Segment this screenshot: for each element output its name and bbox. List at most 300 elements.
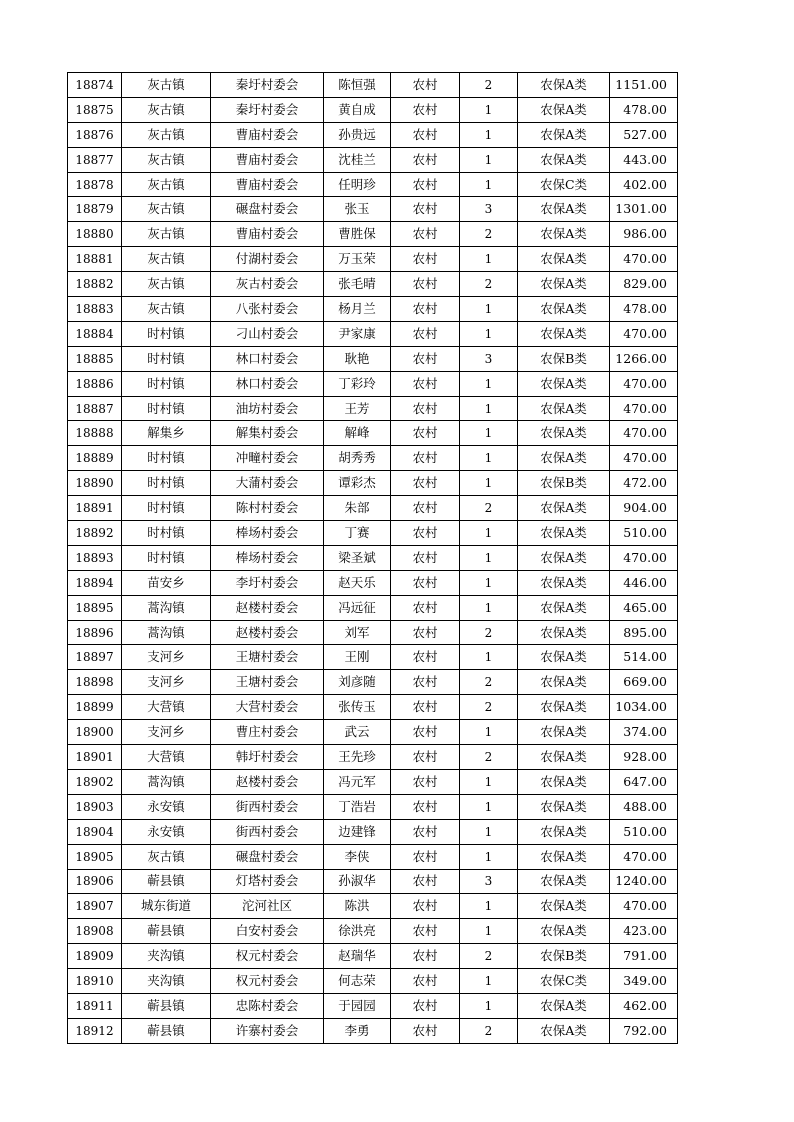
cell-record-id: 18889 [68,446,122,471]
cell-amount: 443.00 [610,147,678,172]
cell-amount: 470.00 [610,446,678,471]
cell-residence-type: 农村 [391,993,460,1018]
cell-residence-type: 农村 [391,545,460,570]
table-row [68,272,678,297]
cell-residence-type: 农村 [391,396,460,421]
cell-insurance-category: 农保A类 [518,769,610,794]
cell-recipient-name: 王刚 [324,645,391,670]
cell-record-id: 18887 [68,396,122,421]
cell-record-id: 18888 [68,421,122,446]
cell-amount: 647.00 [610,769,678,794]
cell-recipient-name: 沈桂兰 [324,147,391,172]
cell-township: 时村镇 [122,371,211,396]
cell-village-committee: 冲疃村委会 [211,446,324,471]
cell-village-committee: 白安村委会 [211,919,324,944]
cell-record-id: 18895 [68,595,122,620]
cell-household-size: 2 [460,1018,518,1043]
cell-household-size: 1 [460,794,518,819]
cell-amount: 349.00 [610,969,678,994]
cell-insurance-category: 农保A类 [518,720,610,745]
cell-record-id: 18886 [68,371,122,396]
cell-village-committee: 林口村委会 [211,346,324,371]
cell-household-size: 3 [460,197,518,222]
cell-residence-type: 农村 [391,869,460,894]
cell-village-committee: 棒场村委会 [211,521,324,546]
cell-household-size: 1 [460,371,518,396]
cell-village-committee: 曹庙村委会 [211,122,324,147]
cell-recipient-name: 于园园 [324,993,391,1018]
cell-village-committee: 权元村委会 [211,944,324,969]
cell-household-size: 2 [460,670,518,695]
cell-residence-type: 农村 [391,595,460,620]
cell-record-id: 18908 [68,919,122,944]
cell-village-committee: 街西村委会 [211,819,324,844]
cell-township: 蕲县镇 [122,869,211,894]
cell-township: 时村镇 [122,346,211,371]
table-row [68,297,678,322]
cell-township: 永安镇 [122,794,211,819]
cell-household-size: 1 [460,122,518,147]
cell-insurance-category: 农保A类 [518,993,610,1018]
cell-township: 蒿沟镇 [122,595,211,620]
cell-insurance-category: 农保A类 [518,222,610,247]
cell-insurance-category: 农保A类 [518,122,610,147]
cell-amount: 470.00 [610,247,678,272]
cell-recipient-name: 王先珍 [324,745,391,770]
cell-amount: 374.00 [610,720,678,745]
cell-village-committee: 灯塔村委会 [211,869,324,894]
table-row [68,471,678,496]
cell-recipient-name: 赵瑞华 [324,944,391,969]
cell-recipient-name: 任明珍 [324,172,391,197]
cell-township: 灰古镇 [122,272,211,297]
cell-household-size: 1 [460,396,518,421]
cell-record-id: 18905 [68,844,122,869]
cell-insurance-category: 农保A类 [518,620,610,645]
cell-residence-type: 农村 [391,645,460,670]
cell-insurance-category: 农保A类 [518,794,610,819]
cell-recipient-name: 万玉荣 [324,247,391,272]
cell-amount: 446.00 [610,570,678,595]
cell-amount: 423.00 [610,919,678,944]
cell-township: 时村镇 [122,496,211,521]
cell-village-committee: 李圩村委会 [211,570,324,595]
cell-residence-type: 农村 [391,73,460,98]
cell-household-size: 3 [460,346,518,371]
cell-record-id: 18896 [68,620,122,645]
cell-amount: 1034.00 [610,695,678,720]
cell-residence-type: 农村 [391,321,460,346]
cell-amount: 510.00 [610,819,678,844]
cell-household-size: 2 [460,695,518,720]
cell-residence-type: 农村 [391,695,460,720]
cell-insurance-category: 农保A类 [518,521,610,546]
cell-amount: 829.00 [610,272,678,297]
cell-household-size: 1 [460,297,518,322]
cell-household-size: 2 [460,496,518,521]
table-row [68,1018,678,1043]
cell-record-id: 18883 [68,297,122,322]
cell-village-committee: 王塘村委会 [211,645,324,670]
cell-amount: 465.00 [610,595,678,620]
cell-amount: 895.00 [610,620,678,645]
cell-village-committee: 曹庙村委会 [211,172,324,197]
cell-record-id: 18881 [68,247,122,272]
cell-amount: 402.00 [610,172,678,197]
cell-insurance-category: 农保A类 [518,421,610,446]
cell-household-size: 1 [460,247,518,272]
cell-amount: 514.00 [610,645,678,670]
cell-amount: 1301.00 [610,197,678,222]
cell-recipient-name: 谭彩杰 [324,471,391,496]
cell-village-committee: 街西村委会 [211,794,324,819]
cell-village-committee: 油坊村委会 [211,396,324,421]
cell-insurance-category: 农保A类 [518,894,610,919]
table-row [68,993,678,1018]
cell-village-committee: 秦圩村委会 [211,73,324,98]
cell-record-id: 18874 [68,73,122,98]
cell-township: 灰古镇 [122,844,211,869]
cell-recipient-name: 陈恒强 [324,73,391,98]
table-row [68,222,678,247]
cell-record-id: 18875 [68,97,122,122]
cell-household-size: 1 [460,521,518,546]
cell-amount: 527.00 [610,122,678,147]
cell-residence-type: 农村 [391,844,460,869]
table-row [68,545,678,570]
cell-household-size: 1 [460,894,518,919]
cell-record-id: 18904 [68,819,122,844]
cell-recipient-name: 丁浩岩 [324,794,391,819]
cell-amount: 470.00 [610,421,678,446]
cell-residence-type: 农村 [391,247,460,272]
cell-insurance-category: 农保B类 [518,944,610,969]
cell-township: 支河乡 [122,720,211,745]
cell-residence-type: 农村 [391,521,460,546]
table-row [68,321,678,346]
cell-recipient-name: 曹胜保 [324,222,391,247]
cell-amount: 478.00 [610,97,678,122]
cell-township: 支河乡 [122,670,211,695]
cell-insurance-category: 农保B类 [518,346,610,371]
cell-residence-type: 农村 [391,272,460,297]
cell-village-committee: 陈村村委会 [211,496,324,521]
cell-residence-type: 农村 [391,297,460,322]
table-row [68,645,678,670]
cell-record-id: 18897 [68,645,122,670]
cell-amount: 928.00 [610,745,678,770]
cell-village-committee: 棒场村委会 [211,545,324,570]
cell-residence-type: 农村 [391,97,460,122]
cell-insurance-category: 农保A类 [518,446,610,471]
table-row [68,894,678,919]
table-row [68,521,678,546]
cell-record-id: 18894 [68,570,122,595]
cell-recipient-name: 王芳 [324,396,391,421]
cell-amount: 1151.00 [610,73,678,98]
cell-record-id: 18890 [68,471,122,496]
cell-township: 蕲县镇 [122,919,211,944]
cell-recipient-name: 张传玉 [324,695,391,720]
cell-residence-type: 农村 [391,769,460,794]
cell-village-committee: 忠陈村委会 [211,993,324,1018]
cell-record-id: 18909 [68,944,122,969]
cell-recipient-name: 刘彦随 [324,670,391,695]
table-row [68,695,678,720]
cell-recipient-name: 朱部 [324,496,391,521]
table-row [68,844,678,869]
cell-recipient-name: 丁彩玲 [324,371,391,396]
cell-village-committee: 解集村委会 [211,421,324,446]
cell-household-size: 2 [460,272,518,297]
cell-recipient-name: 孙贵远 [324,122,391,147]
table-row [68,794,678,819]
roster-body [68,73,678,1044]
table-row [68,919,678,944]
cell-township: 灰古镇 [122,122,211,147]
cell-residence-type: 农村 [391,944,460,969]
cell-village-committee: 王塘村委会 [211,670,324,695]
cell-village-committee: 灰古村委会 [211,272,324,297]
cell-recipient-name: 冯元军 [324,769,391,794]
cell-township: 永安镇 [122,819,211,844]
cell-amount: 470.00 [610,371,678,396]
cell-residence-type: 农村 [391,371,460,396]
cell-recipient-name: 徐洪亮 [324,919,391,944]
cell-township: 城东街道 [122,894,211,919]
cell-amount: 669.00 [610,670,678,695]
cell-recipient-name: 武云 [324,720,391,745]
cell-recipient-name: 张玉 [324,197,391,222]
table-row [68,819,678,844]
cell-village-committee: 秦圩村委会 [211,97,324,122]
cell-village-committee: 刁山村委会 [211,321,324,346]
cell-insurance-category: 农保A类 [518,247,610,272]
cell-insurance-category: 农保A类 [518,97,610,122]
cell-village-committee: 曹庄村委会 [211,720,324,745]
cell-insurance-category: 农保A类 [518,272,610,297]
cell-township: 蕲县镇 [122,1018,211,1043]
cell-township: 蒿沟镇 [122,620,211,645]
cell-record-id: 18885 [68,346,122,371]
cell-recipient-name: 冯远征 [324,595,391,620]
cell-township: 时村镇 [122,396,211,421]
cell-recipient-name: 李勇 [324,1018,391,1043]
cell-recipient-name: 胡秀秀 [324,446,391,471]
cell-amount: 470.00 [610,545,678,570]
cell-residence-type: 农村 [391,819,460,844]
cell-township: 灰古镇 [122,297,211,322]
cell-record-id: 18884 [68,321,122,346]
cell-insurance-category: 农保A类 [518,147,610,172]
cell-village-committee: 韩圩村委会 [211,745,324,770]
cell-record-id: 18880 [68,222,122,247]
cell-household-size: 1 [460,421,518,446]
cell-household-size: 1 [460,769,518,794]
cell-record-id: 18912 [68,1018,122,1043]
cell-village-committee: 碾盘村委会 [211,197,324,222]
cell-record-id: 18901 [68,745,122,770]
cell-insurance-category: 农保A类 [518,869,610,894]
table-row [68,172,678,197]
cell-household-size: 1 [460,471,518,496]
cell-township: 苗安乡 [122,570,211,595]
cell-household-size: 1 [460,147,518,172]
cell-village-committee: 许寨村委会 [211,1018,324,1043]
cell-insurance-category: 农保A类 [518,396,610,421]
table-row [68,371,678,396]
cell-township: 夹沟镇 [122,969,211,994]
table-row [68,122,678,147]
cell-amount: 488.00 [610,794,678,819]
cell-household-size: 1 [460,844,518,869]
cell-insurance-category: 农保C类 [518,172,610,197]
cell-recipient-name: 李侠 [324,844,391,869]
cell-household-size: 1 [460,819,518,844]
cell-household-size: 1 [460,570,518,595]
cell-township: 解集乡 [122,421,211,446]
cell-amount: 470.00 [610,894,678,919]
cell-township: 灰古镇 [122,172,211,197]
cell-village-committee: 大营村委会 [211,695,324,720]
table-row [68,197,678,222]
table-row [68,620,678,645]
cell-insurance-category: 农保A类 [518,919,610,944]
cell-household-size: 2 [460,73,518,98]
cell-household-size: 3 [460,869,518,894]
cell-recipient-name: 黄自成 [324,97,391,122]
cell-amount: 472.00 [610,471,678,496]
cell-amount: 470.00 [610,396,678,421]
table-row [68,745,678,770]
table-row [68,769,678,794]
cell-amount: 1240.00 [610,869,678,894]
cell-recipient-name: 刘军 [324,620,391,645]
table-row [68,346,678,371]
cell-insurance-category: 农保A类 [518,819,610,844]
cell-township: 时村镇 [122,446,211,471]
cell-record-id: 18911 [68,993,122,1018]
cell-household-size: 2 [460,745,518,770]
table-row [68,421,678,446]
cell-recipient-name: 张毛晴 [324,272,391,297]
cell-residence-type: 农村 [391,745,460,770]
cell-recipient-name: 陈洪 [324,894,391,919]
table-row [68,944,678,969]
cell-township: 灰古镇 [122,147,211,172]
cell-amount: 986.00 [610,222,678,247]
cell-recipient-name: 丁赛 [324,521,391,546]
cell-amount: 904.00 [610,496,678,521]
cell-insurance-category: 农保A类 [518,844,610,869]
cell-household-size: 1 [460,321,518,346]
cell-household-size: 1 [460,993,518,1018]
cell-record-id: 18878 [68,172,122,197]
cell-household-size: 1 [460,172,518,197]
cell-township: 大营镇 [122,745,211,770]
assistance-roster-table [67,72,678,1044]
cell-insurance-category: 农保A类 [518,695,610,720]
table-row [68,496,678,521]
cell-record-id: 18903 [68,794,122,819]
cell-village-committee: 林口村委会 [211,371,324,396]
table-row [68,147,678,172]
cell-record-id: 18892 [68,521,122,546]
cell-insurance-category: 农保A类 [518,73,610,98]
cell-household-size: 2 [460,620,518,645]
table-row [68,396,678,421]
cell-insurance-category: 农保A类 [518,595,610,620]
cell-record-id: 18907 [68,894,122,919]
cell-record-id: 18902 [68,769,122,794]
cell-insurance-category: 农保A类 [518,197,610,222]
table-row [68,869,678,894]
cell-village-committee: 赵楼村委会 [211,620,324,645]
cell-residence-type: 农村 [391,919,460,944]
cell-residence-type: 农村 [391,570,460,595]
cell-household-size: 2 [460,222,518,247]
cell-record-id: 18879 [68,197,122,222]
cell-village-committee: 八张村委会 [211,297,324,322]
cell-residence-type: 农村 [391,894,460,919]
cell-amount: 1266.00 [610,346,678,371]
cell-record-id: 18877 [68,147,122,172]
cell-township: 夹沟镇 [122,944,211,969]
cell-residence-type: 农村 [391,794,460,819]
cell-recipient-name: 耿艳 [324,346,391,371]
cell-residence-type: 农村 [391,446,460,471]
cell-residence-type: 农村 [391,172,460,197]
cell-village-committee: 沱河社区 [211,894,324,919]
cell-township: 蕲县镇 [122,993,211,1018]
cell-village-committee: 曹庙村委会 [211,147,324,172]
cell-insurance-category: 农保A类 [518,496,610,521]
cell-household-size: 1 [460,595,518,620]
cell-household-size: 1 [460,645,518,670]
cell-recipient-name: 梁圣斌 [324,545,391,570]
cell-village-committee: 大蒲村委会 [211,471,324,496]
cell-insurance-category: 农保B类 [518,471,610,496]
cell-village-committee: 赵楼村委会 [211,595,324,620]
cell-insurance-category: 农保A类 [518,297,610,322]
cell-village-committee: 曹庙村委会 [211,222,324,247]
cell-amount: 478.00 [610,297,678,322]
cell-residence-type: 农村 [391,197,460,222]
cell-record-id: 18893 [68,545,122,570]
cell-village-committee: 付湖村委会 [211,247,324,272]
cell-residence-type: 农村 [391,620,460,645]
cell-record-id: 18898 [68,670,122,695]
cell-recipient-name: 孙淑华 [324,869,391,894]
cell-household-size: 1 [460,919,518,944]
cell-insurance-category: 农保A类 [518,545,610,570]
cell-insurance-category: 农保A类 [518,371,610,396]
cell-record-id: 18876 [68,122,122,147]
cell-insurance-category: 农保C类 [518,969,610,994]
cell-township: 时村镇 [122,521,211,546]
cell-record-id: 18900 [68,720,122,745]
cell-residence-type: 农村 [391,421,460,446]
table-row [68,969,678,994]
cell-household-size: 1 [460,969,518,994]
table-row [68,720,678,745]
cell-village-committee: 赵楼村委会 [211,769,324,794]
cell-amount: 791.00 [610,944,678,969]
cell-amount: 470.00 [610,844,678,869]
table-row [68,595,678,620]
cell-record-id: 18910 [68,969,122,994]
cell-recipient-name: 解峰 [324,421,391,446]
